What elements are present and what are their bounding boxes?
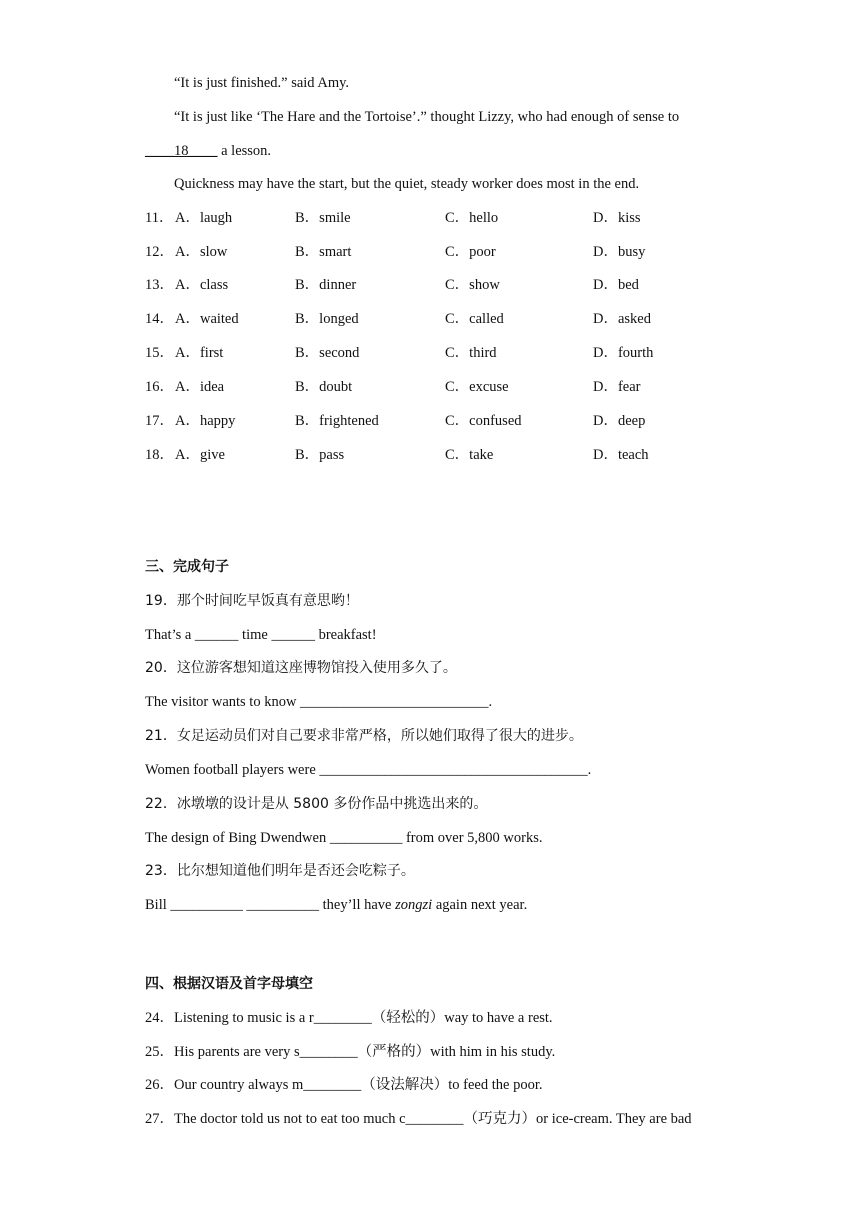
option-b: B．dinner xyxy=(295,277,357,293)
question-number: 13． xyxy=(145,277,174,293)
choice-row xyxy=(145,445,745,465)
question-19-prompt: 19．那个时间吃早饭真有意思哟！ xyxy=(145,593,359,609)
option-c: C．show xyxy=(445,277,500,293)
option-a: A．class xyxy=(175,277,229,293)
blank-18: ____18____ xyxy=(145,143,218,159)
question-23-sentence xyxy=(145,895,527,915)
option-d: D．asked xyxy=(593,311,651,327)
question-20-prompt: 20．这位游客想知道这座博物馆投入使用多久了。 xyxy=(145,660,457,676)
option-b: B．doubt xyxy=(295,379,353,395)
passage-line-4: Quickness may have the start, but the quiet, steady worker does most in the end. xyxy=(174,176,640,192)
option-b: B．second xyxy=(295,345,360,361)
question-21-prompt: 21．女足运动员们对自己要求非常严格，所以她们取得了很大的进步。 xyxy=(145,728,583,744)
question-21-sentence: Women football players were _____________________________________. xyxy=(145,762,592,778)
section-3-heading: 三、完成句子 xyxy=(145,559,229,575)
option-c: C．excuse xyxy=(445,379,509,395)
passage-line-3-text: a lesson. xyxy=(217,143,272,159)
question-number: 17． xyxy=(145,413,174,429)
question-27: 27．The doctor told us not to eat too much c________（巧克力）or ice-cream. They are bad xyxy=(145,1111,692,1127)
option-a: A．slow xyxy=(175,244,228,260)
choice-row xyxy=(145,242,745,262)
question-20-sentence: The visitor wants to know __________________________. xyxy=(145,694,493,710)
passage-line-3 xyxy=(145,141,271,161)
option-b: B．smile xyxy=(295,210,351,226)
option-b: B．longed xyxy=(295,311,359,327)
question-number: 11． xyxy=(145,210,174,226)
choice-row xyxy=(145,411,745,431)
question-25: 25．His parents are very s________（严格的）with him in his study. xyxy=(145,1044,556,1060)
option-b: B．frightened xyxy=(295,413,379,429)
passage-line-1: “It is just finished.” said Amy. xyxy=(174,75,350,91)
option-a: A．laugh xyxy=(175,210,233,226)
passage-line-2: “It is just like ‘The Hare and the Tortoise’.” thought Lizzy, who had enough of sense to xyxy=(174,109,680,125)
question-number: 18． xyxy=(145,447,174,463)
question-26: 26．Our country always m________（设法解决）to feed the poor. xyxy=(145,1077,543,1093)
question-23-text-end: again next year. xyxy=(432,897,528,913)
option-c: C．hello xyxy=(445,210,499,226)
question-23-text-start: Bill __________ __________ they’ll have xyxy=(145,897,396,913)
question-24: 24．Listening to music is a r________（轻松的）way to have a rest. xyxy=(145,1010,553,1026)
option-c: C．poor xyxy=(445,244,496,260)
option-d: D．teach xyxy=(593,447,649,463)
question-23-italic-word: zongzi xyxy=(395,897,433,913)
question-23-prompt: 23．比尔想知道他们明年是否还会吃粽子。 xyxy=(145,863,415,879)
option-d: D．deep xyxy=(593,413,646,429)
option-a: A．give xyxy=(175,447,225,463)
option-b: B．smart xyxy=(295,244,352,260)
option-a: A．waited xyxy=(175,311,239,327)
option-d: D．fourth xyxy=(593,345,654,361)
question-number: 16． xyxy=(145,379,174,395)
question-number: 12． xyxy=(145,244,174,260)
question-22-prompt: 22．冰墩墩的设计是从 5800 多份作品中挑选出来的。 xyxy=(145,796,488,812)
option-c: C．called xyxy=(445,311,504,327)
question-19-sentence: That’s a ______ time ______ breakfast! xyxy=(145,627,377,643)
question-number: 15． xyxy=(145,345,174,361)
question-22-sentence: The design of Bing Dwendwen __________ from over 5,800 works. xyxy=(145,830,543,846)
option-a: A．first xyxy=(175,345,224,361)
question-number: 14． xyxy=(145,311,174,327)
option-c: C．confused xyxy=(445,413,522,429)
option-d: D．busy xyxy=(593,244,646,260)
option-b: B．pass xyxy=(295,447,345,463)
option-d: D．bed xyxy=(593,277,639,293)
option-c: C．third xyxy=(445,345,497,361)
choice-row xyxy=(145,343,745,363)
choice-row xyxy=(145,309,745,329)
section-4-heading: 四、根据汉语及首字母填空 xyxy=(145,976,313,992)
option-a: A．happy xyxy=(175,413,236,429)
option-d: D．kiss xyxy=(593,210,641,226)
choice-row xyxy=(145,377,745,397)
option-a: A．idea xyxy=(175,379,225,395)
choice-row xyxy=(145,208,745,228)
option-d: D．fear xyxy=(593,379,641,395)
choice-row xyxy=(145,275,745,295)
option-c: C．take xyxy=(445,447,494,463)
